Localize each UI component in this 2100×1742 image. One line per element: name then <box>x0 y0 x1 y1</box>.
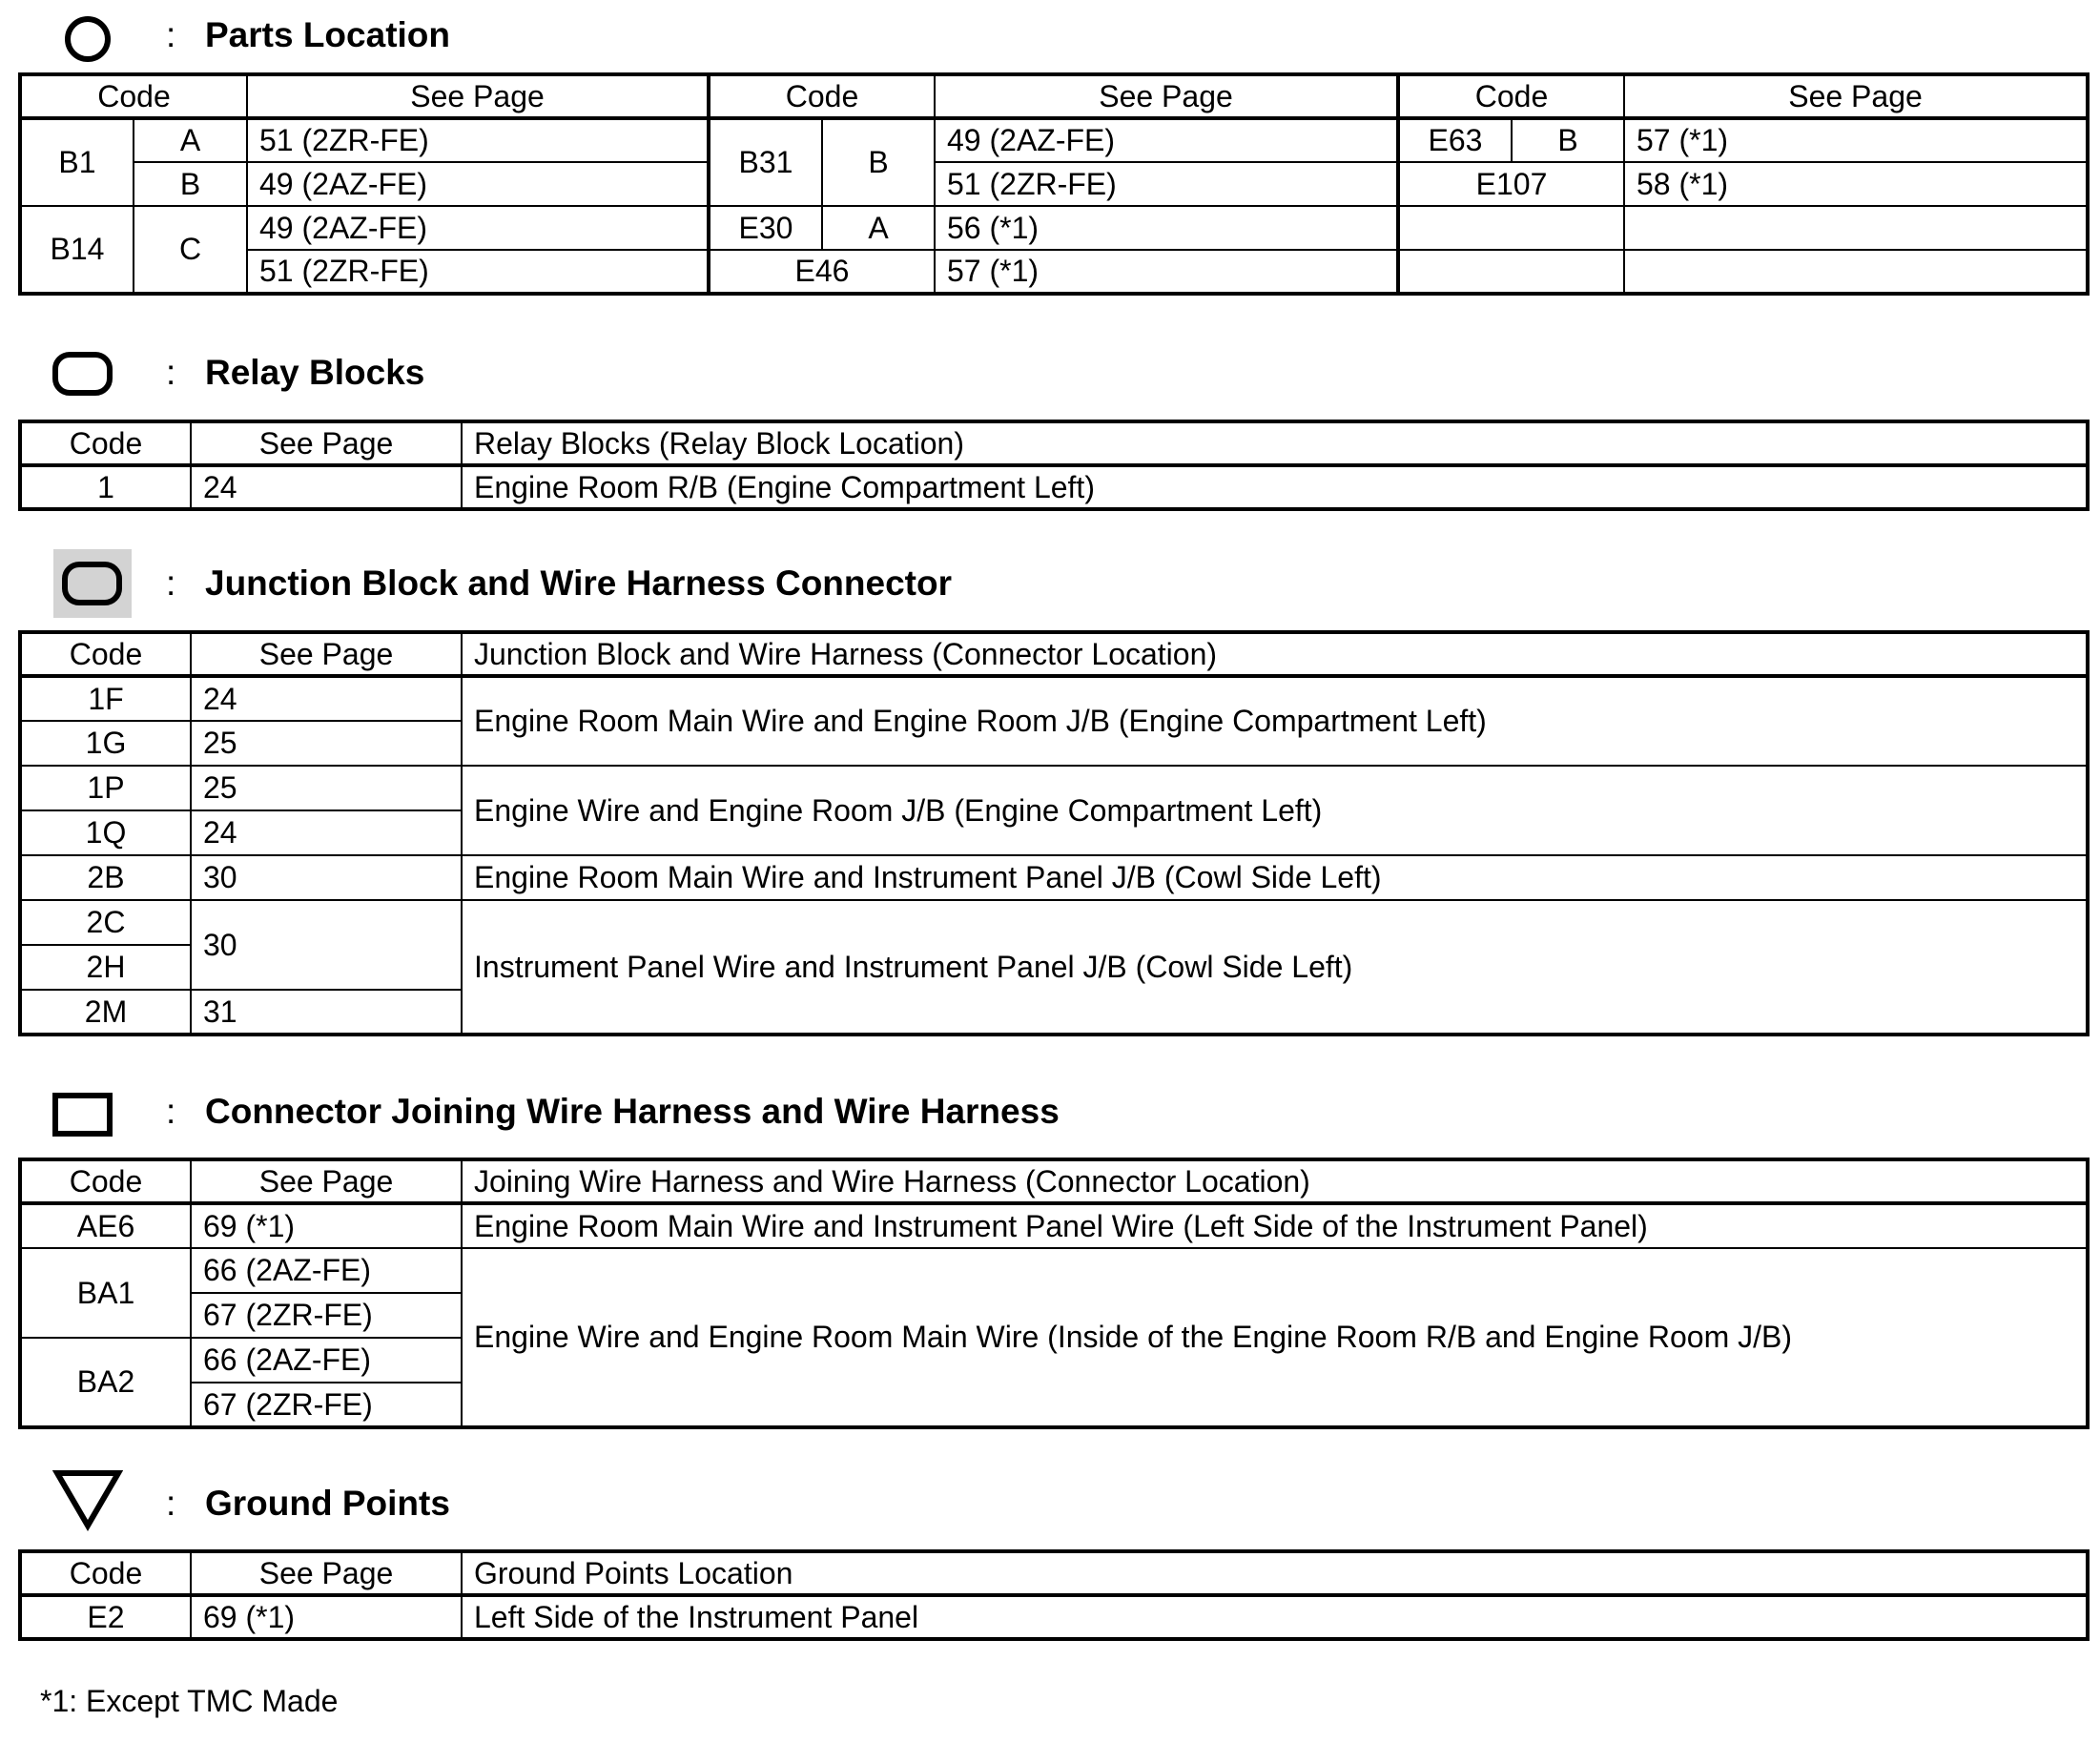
code-cell: E63 <box>1398 118 1512 162</box>
page-cell: 57 (*1) <box>1624 118 2088 162</box>
location-cell: Instrument Panel Wire and Instrument Panel J/B (Cowl Side Left) <box>462 900 2088 1035</box>
header-code: Code <box>20 74 247 118</box>
connector-joining-table <box>18 1158 2090 1429</box>
code-cell: E30 <box>709 206 822 250</box>
page-cell: 66 (2AZ-FE) <box>191 1248 462 1293</box>
code-cell: E2 <box>20 1595 191 1639</box>
page-cell: 51 (2ZR-FE) <box>247 118 709 162</box>
header-code: Code <box>20 1551 191 1595</box>
code-cell: 1G <box>20 721 191 766</box>
header-location: Junction Block and Wire Harness (Connector Location) <box>462 632 2088 676</box>
section-colon: : <box>166 1484 176 1523</box>
location-cell: Engine Room Main Wire and Engine Room J/B (Engine Compartment Left) <box>462 676 2088 766</box>
code-cell: E107 <box>1398 162 1624 206</box>
header-see-page: See Page <box>191 632 462 676</box>
code-cell: 1P <box>20 766 191 810</box>
header-see-page: See Page <box>191 421 462 465</box>
ground-points-title: Ground Points <box>205 1484 450 1523</box>
header-see-page: See Page <box>247 74 709 118</box>
empty-cell <box>1624 206 2088 250</box>
parts-location-table <box>18 72 2090 296</box>
downward-triangle-icon <box>52 1468 123 1531</box>
page-cell: 24 <box>191 465 462 509</box>
connector-cell: A <box>822 206 935 250</box>
section-colon: : <box>166 564 176 603</box>
page-cell: 67 (2ZR-FE) <box>191 1293 462 1338</box>
relay-blocks-table <box>18 420 2090 511</box>
empty-cell <box>1398 206 1624 250</box>
page-cell: 66 (2AZ-FE) <box>191 1338 462 1383</box>
page-cell: 57 (*1) <box>935 250 1398 294</box>
code-cell: 1 <box>20 465 191 509</box>
location-cell: Left Side of the Instrument Panel <box>462 1595 2088 1639</box>
empty-cell <box>1624 250 2088 294</box>
empty-cell <box>1398 250 1624 294</box>
header-code: Code <box>20 632 191 676</box>
header-location: Joining Wire Harness and Wire Harness (Connector Location) <box>462 1159 2088 1203</box>
header-see-page: See Page <box>191 1551 462 1595</box>
code-cell: E46 <box>709 250 935 294</box>
header-location: Relay Blocks (Relay Block Location) <box>462 421 2088 465</box>
code-cell: AE6 <box>20 1203 191 1248</box>
header-code: Code <box>709 74 935 118</box>
location-cell: Engine Wire and Engine Room Main Wire (Inside of the Engine Room R/B and Engine Room J/B) <box>462 1248 2088 1427</box>
page-cell: 51 (2ZR-FE) <box>247 250 709 294</box>
location-cell: Engine Room Main Wire and Instrument Panel J/B (Cowl Side Left) <box>462 855 2088 900</box>
location-cell: Engine Room Main Wire and Instrument Panel Wire (Left Side of the Instrument Panel) <box>462 1203 2088 1248</box>
location-cell: Engine Wire and Engine Room J/B (Engine Compartment Left) <box>462 766 2088 855</box>
connector-cell: C <box>134 206 247 294</box>
circle-icon <box>61 12 114 66</box>
header-code: Code <box>1398 74 1624 118</box>
connector-cell: B <box>1512 118 1624 162</box>
rounded-rectangle-shape <box>53 549 132 618</box>
code-cell: 2H <box>20 945 191 990</box>
page-cell: 24 <box>191 810 462 855</box>
page-cell: 69 (*1) <box>191 1203 462 1248</box>
header-see-page: See Page <box>1624 74 2088 118</box>
shaded-rounded-rectangle-icon <box>53 549 132 618</box>
code-cell: BA1 <box>20 1248 191 1338</box>
page-cell: 69 (*1) <box>191 1595 462 1639</box>
junction-block-title: Junction Block and Wire Harness Connector <box>205 564 952 603</box>
code-cell: 2M <box>20 990 191 1035</box>
parts-location-title: Parts Location <box>205 15 450 54</box>
page-cell: 30 <box>191 855 462 900</box>
page-cell: 24 <box>191 676 462 721</box>
code-cell: 2C <box>20 900 191 945</box>
code-cell: 1Q <box>20 810 191 855</box>
page-cell: 49 (2AZ-FE) <box>935 118 1398 162</box>
page-cell: 25 <box>191 721 462 766</box>
page-cell: 56 (*1) <box>935 206 1398 250</box>
page-cell: 30 <box>191 900 462 990</box>
connector-cell: B <box>822 118 935 206</box>
rounded-rectangle-icon <box>52 351 113 399</box>
connector-joining-title: Connector Joining Wire Harness and Wire Harness <box>205 1092 1060 1131</box>
footnote: *1: Except TMC Made <box>40 1684 339 1718</box>
code-cell: B14 <box>20 206 134 294</box>
code-cell: 1F <box>20 676 191 721</box>
page-cell: 51 (2ZR-FE) <box>935 162 1398 206</box>
section-colon: : <box>166 353 176 392</box>
rectangle-icon <box>52 1092 113 1139</box>
page-cell: 58 (*1) <box>1624 162 2088 206</box>
code-cell: B31 <box>709 118 822 206</box>
relay-blocks-title: Relay Blocks <box>205 353 425 392</box>
section-colon: : <box>166 15 176 54</box>
header-location: Ground Points Location <box>462 1551 2088 1595</box>
code-cell: BA2 <box>20 1338 191 1427</box>
junction-block-table <box>18 630 2090 1036</box>
connector-cell: A <box>134 118 247 162</box>
section-colon: : <box>166 1092 176 1131</box>
page-cell: 67 (2ZR-FE) <box>191 1383 462 1427</box>
connector-cell: B <box>134 162 247 206</box>
header-code: Code <box>20 1159 191 1203</box>
location-cell: Engine Room R/B (Engine Compartment Left) <box>462 465 2088 509</box>
header-see-page: See Page <box>191 1159 462 1203</box>
header-see-page: See Page <box>935 74 1398 118</box>
header-code: Code <box>20 421 191 465</box>
code-cell: B1 <box>20 118 134 206</box>
page-cell: 31 <box>191 990 462 1035</box>
code-cell: 2B <box>20 855 191 900</box>
page-cell: 25 <box>191 766 462 810</box>
page-cell: 49 (2AZ-FE) <box>247 162 709 206</box>
page-cell: 49 (2AZ-FE) <box>247 206 709 250</box>
ground-points-table <box>18 1549 2090 1641</box>
